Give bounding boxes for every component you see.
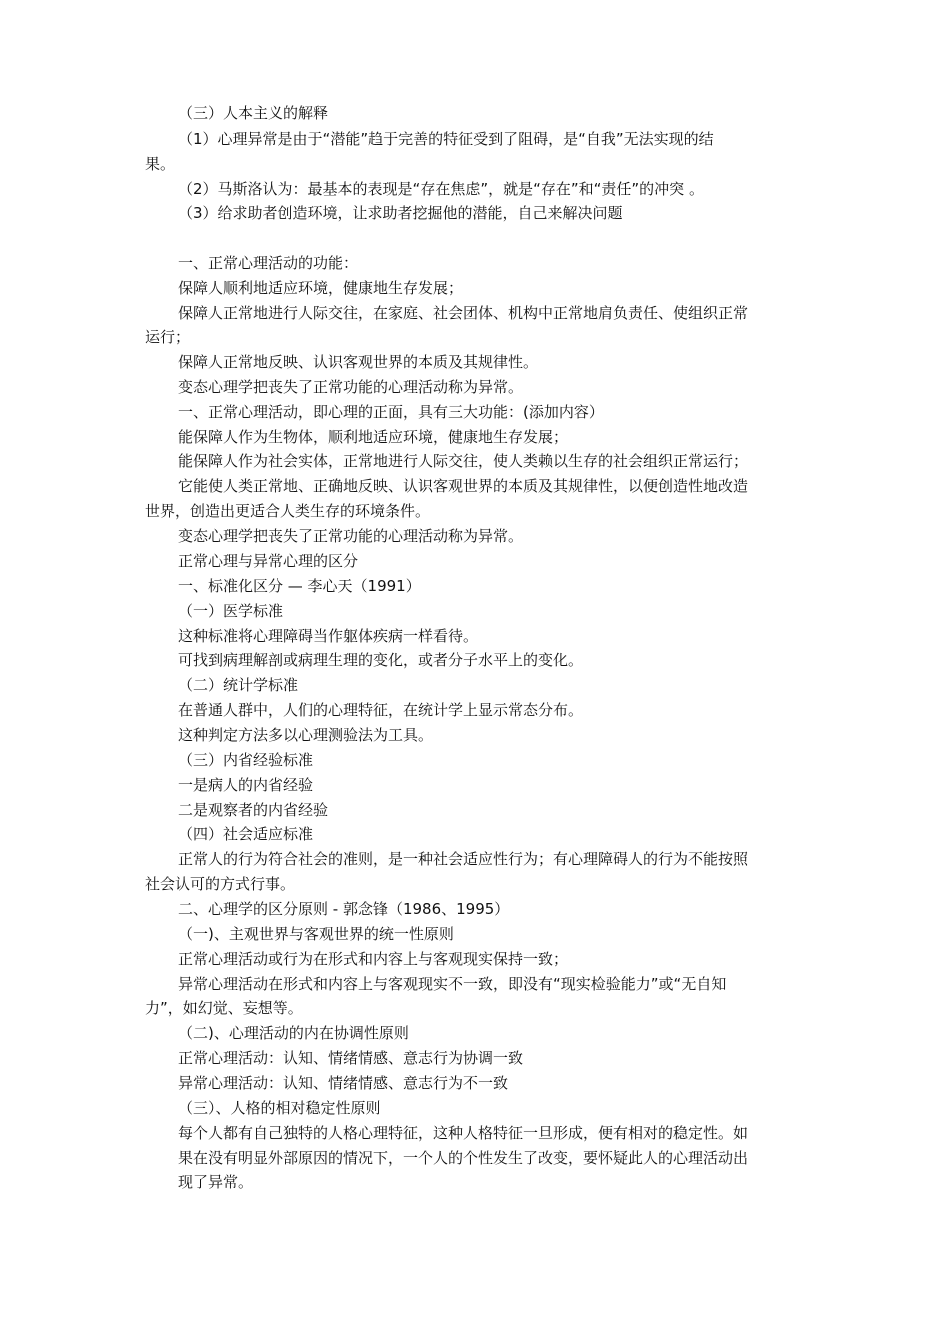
paragraph-continuation: 世界，创造出更适合人类生存的环境条件。 [145, 502, 431, 520]
paragraph: 一、正常心理活动，即心理的正面，具有三大功能：(添加内容） [178, 403, 604, 421]
subheading: （三）、人格的相对稳定性原则 [178, 1099, 381, 1117]
section-heading: （三）人本主义的解释 [178, 104, 329, 122]
paragraph: 可找到病理解剖或病理生理的变化，或者分子水平上的变化。 [178, 651, 584, 669]
paragraph: 能保障人作为生物体，顺利地适应环境，健康地生存发展； [178, 428, 569, 446]
paragraph: 在普通人群中，人们的心理特征，在统计学上显示常态分布。 [178, 701, 584, 719]
section-heading: 一、正常心理活动的功能： [178, 254, 359, 272]
paragraph: （3）给求助者创造环境，让求助者挖掘他的潜能，自己来解决问题 [178, 204, 623, 222]
paragraph: 异常心理活动在形式和内容上与客观现实不一致，即没有“现实检验能力”或“无自知 [178, 975, 727, 993]
paragraph: 变态心理学把丧失了正常功能的心理活动称为异常。 [178, 527, 524, 545]
subheading: （一)、主观世界与客观世界的统一性原则 [178, 925, 454, 943]
paragraph: 现了异常。 [178, 1173, 254, 1191]
paragraph: 保障人顺利地适应环境，健康地生存发展； [178, 279, 464, 297]
paragraph: 保障人正常地进行人际交往，在家庭、社会团体、机构中正常地肩负责任、使组织正常 [178, 304, 749, 322]
paragraph: 异常心理活动：认知、情绪情感、意志行为不一致 [178, 1074, 509, 1092]
subheading: （二）统计学标准 [178, 676, 299, 694]
paragraph: 每个人都有自己独特的人格心理特征，这种人格特征一旦形成，便有相对的稳定性。如 [178, 1124, 749, 1142]
section-heading: 二、心理学的区分原则 - 郭念锋（1986、1995） [178, 900, 510, 918]
subheading: （二)、心理活动的内在协调性原则 [178, 1024, 409, 1042]
paragraph: 正常人的行为符合社会的准则，是一种社会适应性行为；有心理障碍人的行为不能按照 [178, 850, 749, 868]
paragraph: 它能使人类正常地、正确地反映、认识客观世界的本质及其规律性，以便创造性地改造 [178, 477, 749, 495]
paragraph: 一是病人的内省经验 [178, 776, 314, 794]
subheading: （四）社会适应标准 [178, 825, 314, 843]
paragraph: 这种标准将心理障碍当作躯体疾病一样看待。 [178, 627, 479, 645]
paragraph: 果在没有明显外部原因的情况下，一个人的个性发生了改变，要怀疑此人的心理活动出 [178, 1149, 749, 1167]
paragraph: （2）马斯洛认为：最基本的表现是“存在焦虑”，就是“存在”和“责任”的冲突 。 [178, 180, 704, 198]
paragraph: 二是观察者的内省经验 [178, 801, 329, 819]
paragraph: 变态心理学把丧失了正常功能的心理活动称为异常。 [178, 378, 524, 396]
paragraph: 这种判定方法多以心理测验法为工具。 [178, 726, 434, 744]
paragraph: 正常心理活动或行为在形式和内容上与客观现实保持一致； [178, 950, 569, 968]
paragraph: 保障人正常地反映、认识客观世界的本质及其规律性。 [178, 353, 539, 371]
paragraph: （1）心理异常是由于“潜能”趋于完善的特征受到了阻碍，是“自我”无法实现的结 [178, 130, 714, 148]
subheading: （一）医学标准 [178, 602, 284, 620]
paragraph: 正常心理活动：认知、情绪情感、意志行为协调一致 [178, 1049, 524, 1067]
paragraph-continuation: 力”，如幻觉、妄想等。 [145, 999, 303, 1017]
paragraph: 能保障人作为社会实体，正常地进行人际交往，使人类赖以生存的社会组织正常运行； [178, 452, 749, 470]
paragraph-continuation: 果。 [145, 155, 176, 173]
paragraph-continuation: 运行； [145, 328, 191, 346]
subheading: （三）内省经验标准 [178, 751, 314, 769]
section-heading: 一、标准化区分 — 李心天（1991） [178, 577, 421, 595]
paragraph-continuation: 社会认可的方式行事。 [145, 875, 296, 893]
section-title: 正常心理与异常心理的区分 [178, 552, 359, 570]
